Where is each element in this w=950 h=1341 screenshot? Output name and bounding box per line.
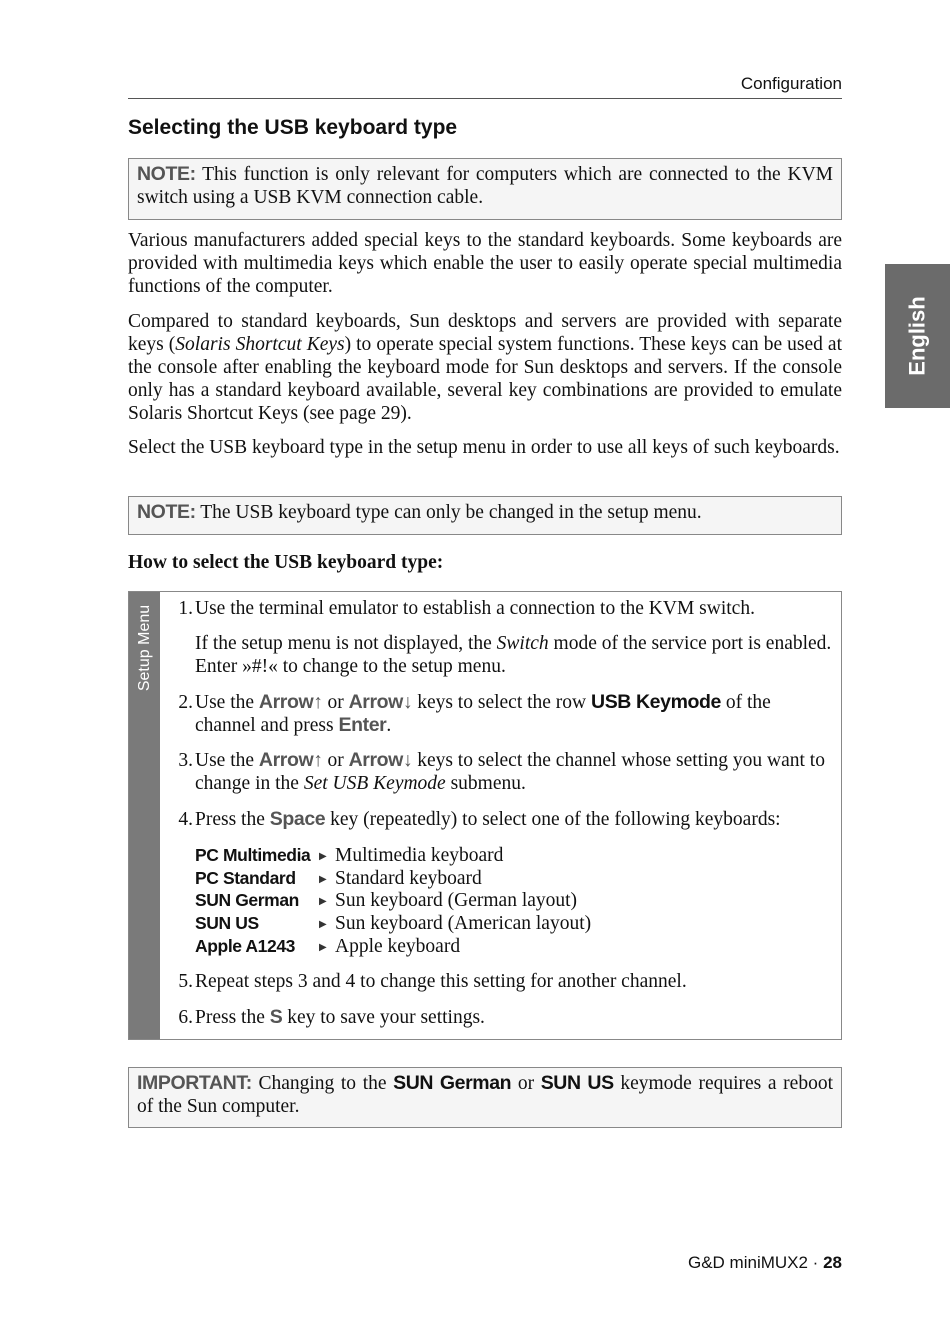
important-text: or [511,1073,541,1094]
keyboard-option-key: PC Standard [195,868,296,888]
keymode-name: SUN German [393,1072,512,1094]
step-text: If the setup menu is not displayed, the [195,633,497,654]
step-3 [167,749,833,795]
step-5 [167,970,833,993]
note-label: NOTE: [137,501,196,523]
keyboard-option-key: SUN German [195,890,299,910]
step-text: mode of the service port is enabled. Enter »#!« to change to the setup menu. [195,633,832,677]
paragraph-italic: Solaris Shortcut Keys [175,334,345,355]
step-text: keys to select the channel whose setting you want to change in the [195,750,825,794]
menu-row-name: USB Keymode [591,691,721,713]
page-footer [688,1253,842,1273]
keyboard-option-key: Apple A1243 [195,936,295,956]
language-tab-label: English [904,296,930,376]
triangle-right-icon: ▶ [319,896,327,907]
key-arrow-down: Arrow↓ [348,691,413,713]
keymode-name: SUN US [540,1072,614,1094]
paragraph-text: Compared to standard keyboards, Sun desktops and servers are provided with separate keys ( [128,311,842,355]
note-text: The USB keyboard type can only be changed in the setup menu. [200,502,702,523]
step-number: 2. [178,692,193,713]
paragraph-select: Select the USB keyboard type in the setup menu in order to use all keys of such keyboards. [128,437,840,458]
step-number: 6. [178,1007,193,1028]
submenu-name: Set USB Keymode [303,773,446,794]
step-text: Use the [195,692,259,713]
step-text: Press the [195,809,270,830]
keyboard-option-desc: Sun keyboard (German layout) [335,890,578,911]
step-text: Use the terminal emulator to establish a connection to the KVM switch. [195,598,755,619]
step-text: Use the [195,750,259,771]
triangle-right-icon: ▶ [319,942,327,953]
important-text: keymode requires a reboot of the Sun computer. [137,1073,833,1117]
paragraph-sun-keys [128,310,842,425]
step-4 [167,808,833,831]
setup-menu-label: Setup Menu [135,604,153,692]
important-box [128,1067,842,1128]
keyboard-option-key: PC Multimedia [195,845,311,865]
important-text: Changing to the [258,1073,394,1094]
step-text: . [386,715,392,736]
product-name: G&D miniMUX2 · [688,1253,824,1272]
keyboard-option-desc: Sun keyboard (American layout) [335,913,592,934]
language-tab [885,264,950,408]
page-title: Selecting the USB keyboard type [128,116,458,139]
procedure-heading: How to select the USB keyboard type: [128,552,444,573]
step-text: or [322,750,349,771]
keyboard-option-desc: Apple keyboard [335,936,461,957]
step-1 [167,597,833,678]
important-label: IMPORTANT: [137,1072,252,1094]
paragraph-text: ) to operate special system functions. These keys can be used at the console after enabling the keyboard mode for Sun desktops and servers. If the console only has a standard keyboard available, several key combinations are provided to emulate Solaris Shortcut Keys (see page 29). [128,334,843,424]
step-text: key (repeatedly) to select one of the following keyboards: [325,809,781,830]
key-arrow-up: Arrow↑ [258,749,323,771]
step-subtext [195,632,833,678]
triangle-right-icon: ▶ [319,874,327,885]
key-space: Space [269,808,326,830]
note-box [128,158,842,220]
page-number: 28 [823,1253,842,1272]
page-header [128,72,842,99]
step-6 [167,1006,833,1029]
note-box-setup [128,496,842,535]
key-arrow-down: Arrow↓ [348,749,413,771]
step-text: submenu. [445,773,526,794]
step-text: key to save your settings. [282,1007,485,1028]
note-text: This function is only relevant for computers which are connected to the KVM switch using a USB KVM connection cable. [137,164,833,208]
note-label: NOTE: [137,163,196,185]
keyboard-option-key: SUN US [195,913,259,933]
key-arrow-up: Arrow↑ [258,691,323,713]
setup-menu-bar [129,592,160,1039]
paragraph-multimedia: Various manufacturers added special keys to the standard keyboards. Some keyboards are provided with multimedia keys which enable the user to easily operate special multimedia functions of the computer. [128,230,842,297]
step-number: 5. [178,971,193,992]
step-text: Press the [195,1007,270,1028]
step-number: 3. [178,750,193,771]
key-enter: Enter [338,714,387,736]
keyboard-option-desc: Standard keyboard [335,868,482,889]
step-number: 4. [178,809,193,830]
step-text: Repeat steps 3 and 4 to change this setting for another channel. [195,971,687,992]
keyboard-option-desc: Multimedia keyboard [335,845,504,866]
step-number: 1. [178,598,193,619]
step-text: of the channel and press [195,692,771,736]
step-2 [167,691,833,737]
step-text: keys to select the row [412,692,592,713]
step-italic: Switch [496,633,549,654]
key-s: S [269,1006,283,1028]
triangle-right-icon: ▶ [319,919,327,930]
section-title: Configuration [740,74,842,93]
setup-menu-steps [128,591,842,1040]
triangle-right-icon: ▶ [319,851,327,862]
step-text: or [322,692,349,713]
